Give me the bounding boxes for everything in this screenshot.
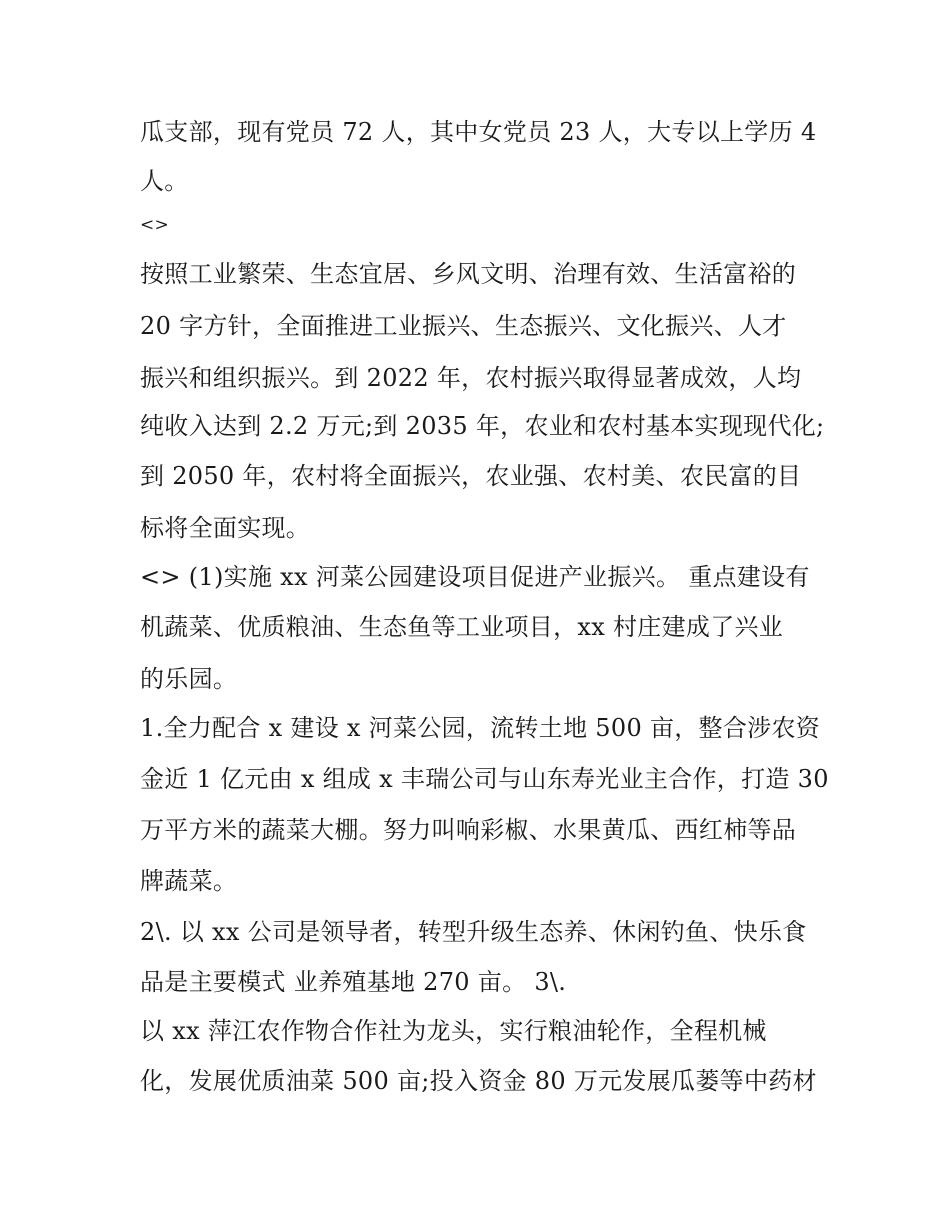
text-line: 牌蔬菜。 xyxy=(140,867,238,895)
text-line: 振兴和组织振兴。到 2022 年，农村振兴取得显著成效，人均 xyxy=(140,364,802,392)
text-line: 按照工业繁荣、生态宜居、乡风文明、治理有效、生活富裕的 xyxy=(140,260,797,288)
text-line: 2\. 以 xx 公司是领导者，转型升级生态养、休闲钓鱼、快乐食 xyxy=(140,918,807,946)
text-line: <> (1)实施 xx 河菜公园建设项目促进产业振兴。 重点建设有 xyxy=(140,563,810,591)
text-line: 1.全力配合 x 建设 x 河菜公园，流转土地 500 亩，整合涉农资 xyxy=(140,714,821,742)
text-line: 以 xx 萍江农作物合作社为龙头，实行粮油轮作，全程机械 xyxy=(140,1017,767,1045)
text-line: 化，发展优质油菜 500 亩;投入资金 80 万元发展瓜蒌等中药材 xyxy=(140,1067,817,1095)
text-line: <> xyxy=(140,215,170,235)
text-line: 品是主要模式 业养殖基地 270 亩。 3\. xyxy=(140,968,567,996)
text-line: 的乐园。 xyxy=(140,665,238,693)
text-line: 标将全面实现。 xyxy=(140,514,311,542)
text-line: 20 字方针，全面推进工业振兴、生态振兴、文化振兴、人才 xyxy=(140,312,787,340)
text-line: 人。 xyxy=(140,167,189,195)
text-line: 金近 1 亿元由 x 组成 x 丰瑞公司与山东寿光业主合作，打造 30 xyxy=(140,765,829,793)
text-line: 万平方米的蔬菜大棚。努力叫响彩椒、水果黄瓜、西红柿等品 xyxy=(140,816,797,844)
text-line: 机蔬菜、优质粮油、生态鱼等工业项目，xx 村庄建成了兴业 xyxy=(140,613,784,641)
text-line: 纯收入达到 2.2 万元;到 2035 年，农业和农村基本实现现代化; xyxy=(140,412,825,440)
text-line: 到 2050 年，农村将全面振兴，农业强、农村美、农民富的目 xyxy=(140,462,802,490)
text-line: 瓜支部，现有党员 72 人，其中女党员 23 人，大专以上学历 4 xyxy=(140,118,817,146)
